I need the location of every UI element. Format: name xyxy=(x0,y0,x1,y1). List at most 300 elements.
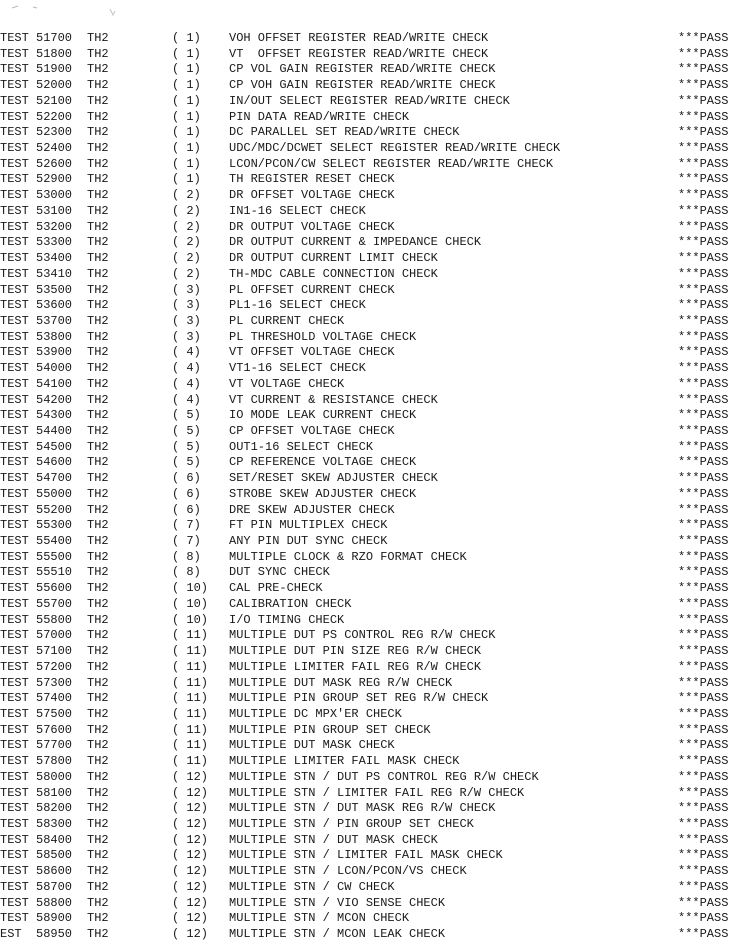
test-number: 52900 xyxy=(36,172,73,187)
test-label: TEST xyxy=(0,46,29,61)
test-label: TEST xyxy=(0,219,29,234)
test-description: ANY PIN DUT SYNC CHECK xyxy=(229,534,388,549)
test-station: TH2 xyxy=(87,188,109,203)
test-result: ***PASS xyxy=(678,361,729,376)
test-number: 52000 xyxy=(36,78,73,93)
test-result: ***PASS xyxy=(678,439,729,454)
test-result: ***PASS xyxy=(678,675,729,690)
test-group: ( 11) xyxy=(172,675,209,690)
test-label: TEST xyxy=(0,549,29,564)
test-number: 52300 xyxy=(36,125,73,140)
test-number: 57400 xyxy=(36,691,73,706)
test-label: TEST xyxy=(0,439,29,454)
test-station: TH2 xyxy=(87,46,109,61)
test-number: 58100 xyxy=(36,785,73,800)
test-label: TEST xyxy=(0,93,29,108)
test-group: ( 2) xyxy=(172,235,201,250)
test-result: ***PASS xyxy=(678,408,729,423)
test-number: 58600 xyxy=(36,864,73,879)
test-label: TEST xyxy=(0,266,29,281)
test-label: TEST xyxy=(0,659,29,674)
test-station: TH2 xyxy=(87,78,109,93)
test-result: ***PASS xyxy=(678,93,729,108)
test-group: ( 3) xyxy=(172,282,201,297)
test-number: 52200 xyxy=(36,109,73,124)
test-result: ***PASS xyxy=(678,738,729,753)
table-row xyxy=(0,864,743,880)
test-label: TEST xyxy=(0,251,29,266)
test-group: ( 11) xyxy=(172,706,209,721)
test-label: TEST xyxy=(0,817,29,831)
test-group: ( 1) xyxy=(172,62,201,77)
test-result: ***PASS xyxy=(678,282,729,297)
table-row xyxy=(0,251,743,267)
table-row xyxy=(0,801,743,817)
test-result: ***PASS xyxy=(678,156,729,171)
test-result: ***PASS xyxy=(678,895,729,910)
table-row xyxy=(0,345,743,361)
test-label: TEST xyxy=(0,345,29,360)
test-number: 54600 xyxy=(36,455,73,470)
test-group: ( 12) xyxy=(172,864,209,879)
test-station: TH2 xyxy=(87,93,109,108)
test-station: TH2 xyxy=(87,549,109,564)
test-description: IN1-16 SELECT CHECK xyxy=(229,203,366,218)
test-number: 58800 xyxy=(36,895,73,910)
table-row xyxy=(0,110,743,126)
test-group: ( 1) xyxy=(172,156,201,171)
test-result: ***PASS xyxy=(678,46,729,61)
test-result: ***PASS xyxy=(678,801,729,816)
test-station: TH2 xyxy=(87,424,109,438)
test-result: ***PASS xyxy=(678,911,729,926)
table-row xyxy=(0,660,743,676)
table-row xyxy=(0,172,743,188)
table-row xyxy=(0,393,743,409)
table-row xyxy=(0,880,743,896)
test-station: TH2 xyxy=(87,266,109,281)
table-row xyxy=(0,723,743,739)
test-group: ( 8) xyxy=(172,549,201,564)
test-station: TH2 xyxy=(87,612,109,627)
test-description: MULTIPLE LIMITER FAIL REG R/W CHECK xyxy=(229,659,482,674)
test-description: I/O TIMING CHECK xyxy=(229,612,345,627)
test-station: TH2 xyxy=(87,659,109,674)
table-row xyxy=(0,628,743,644)
test-group: ( 3) xyxy=(172,313,201,328)
test-label: TEST xyxy=(0,706,29,721)
test-label: TEST xyxy=(0,565,29,580)
test-result: ***PASS xyxy=(678,549,729,564)
test-group: ( 4) xyxy=(172,361,201,376)
test-group: ( 1) xyxy=(172,125,201,140)
test-number: 55510 xyxy=(36,565,73,580)
test-group: ( 2) xyxy=(172,219,201,234)
table-row xyxy=(0,78,743,94)
test-station: TH2 xyxy=(87,203,109,218)
table-row xyxy=(0,298,743,314)
table-row xyxy=(0,565,743,581)
test-number: 55500 xyxy=(36,549,73,564)
test-group: ( 2) xyxy=(172,266,201,281)
test-description: IN/OUT SELECT REGISTER READ/WRITE CHECK xyxy=(229,93,510,108)
test-result: ***PASS xyxy=(678,848,729,863)
test-description: VOH OFFSET REGISTER READ/WRITE CHECK xyxy=(229,31,489,45)
test-label: TEST xyxy=(0,864,29,879)
table-row xyxy=(0,518,743,534)
test-label: TEST xyxy=(0,455,29,470)
test-description: CP OFFSET VOLTAGE CHECK xyxy=(229,424,395,438)
test-label: TEST xyxy=(0,125,29,140)
test-label: TEST xyxy=(0,785,29,800)
test-label: TEST xyxy=(0,722,29,737)
test-number: 52600 xyxy=(36,156,73,171)
test-label: TEST xyxy=(0,298,29,313)
test-station: TH2 xyxy=(87,361,109,376)
test-result: ***PASS xyxy=(678,62,729,77)
table-row xyxy=(0,157,743,173)
test-group: ( 5) xyxy=(172,439,201,454)
test-description: VT OFFSET REGISTER READ/WRITE CHECK xyxy=(229,46,489,61)
test-description: MULTIPLE STN / DUT MASK REG R/W CHECK xyxy=(229,801,496,816)
test-result: ***PASS xyxy=(678,188,729,203)
table-row xyxy=(0,440,743,456)
test-label: TEST xyxy=(0,534,29,549)
test-result: ***PASS xyxy=(678,313,729,328)
test-group: ( 11) xyxy=(172,628,209,643)
test-label: TEST xyxy=(0,109,29,124)
table-row xyxy=(0,204,743,220)
table-row xyxy=(0,361,743,377)
test-station: TH2 xyxy=(87,706,109,721)
test-label: TEST xyxy=(0,502,29,517)
test-group: ( 1) xyxy=(172,109,201,124)
table-row xyxy=(0,817,743,833)
test-group: ( 7) xyxy=(172,518,201,533)
test-station: TH2 xyxy=(87,518,109,533)
test-label: TEST xyxy=(0,313,29,328)
table-row xyxy=(0,770,743,786)
table-row xyxy=(0,707,743,723)
test-group: ( 8) xyxy=(172,565,201,580)
test-description: MULTIPLE PIN GROUP SET REG R/W CHECK xyxy=(229,691,489,706)
test-result: ***PASS xyxy=(678,329,729,344)
test-result: ***PASS xyxy=(678,31,729,45)
test-label: TEST xyxy=(0,392,29,407)
test-label: TEST xyxy=(0,376,29,391)
test-number: 57200 xyxy=(36,659,73,674)
test-number: 53900 xyxy=(36,345,73,360)
test-group: ( 3) xyxy=(172,329,201,344)
test-station: TH2 xyxy=(87,895,109,910)
test-station: TH2 xyxy=(87,125,109,140)
test-group: ( 12) xyxy=(172,848,209,863)
test-number: 51700 xyxy=(36,31,73,45)
test-group: ( 1) xyxy=(172,93,201,108)
table-row xyxy=(0,455,743,471)
test-result: ***PASS xyxy=(678,581,729,596)
test-result: ***PASS xyxy=(678,832,729,847)
test-number: 53500 xyxy=(36,282,73,297)
test-group: ( 1) xyxy=(172,172,201,187)
test-number: 55600 xyxy=(36,581,73,596)
test-group: ( 3) xyxy=(172,298,201,313)
test-result: ***PASS xyxy=(678,659,729,674)
test-group: ( 12) xyxy=(172,895,209,910)
test-group: ( 5) xyxy=(172,408,201,423)
table-row xyxy=(0,786,743,802)
test-result: ***PASS xyxy=(678,612,729,627)
test-station: TH2 xyxy=(87,879,109,894)
test-station: TH2 xyxy=(87,376,109,391)
test-result: ***PASS xyxy=(678,644,729,659)
test-station: TH2 xyxy=(87,329,109,344)
test-number: 51800 xyxy=(36,46,73,61)
test-number: 53600 xyxy=(36,298,73,313)
test-number: 58700 xyxy=(36,879,73,894)
test-result: ***PASS xyxy=(678,203,729,218)
test-number: 53000 xyxy=(36,188,73,203)
test-station: TH2 xyxy=(87,502,109,517)
test-description: CAL PRE-CHECK xyxy=(229,581,323,596)
test-group: ( 2) xyxy=(172,203,201,218)
test-number: 52400 xyxy=(36,141,73,156)
test-result: ***PASS xyxy=(678,565,729,580)
test-result: ***PASS xyxy=(678,722,729,737)
test-result: ***PASS xyxy=(678,392,729,407)
table-row xyxy=(0,691,743,707)
test-description: TH REGISTER RESET CHECK xyxy=(229,172,395,187)
test-label: TEST xyxy=(0,644,29,659)
test-description: MULTIPLE LIMITER FAIL MASK CHECK xyxy=(229,754,460,769)
test-station: TH2 xyxy=(87,927,109,942)
table-row xyxy=(0,597,743,613)
test-result: ***PASS xyxy=(678,769,729,784)
table-row xyxy=(0,31,743,47)
test-number: 58950 xyxy=(36,927,73,942)
test-station: TH2 xyxy=(87,486,109,501)
test-description: VT VOLTAGE CHECK xyxy=(229,376,345,391)
test-description: TH-MDC CABLE CONNECTION CHECK xyxy=(229,266,438,281)
test-description: PL1-16 SELECT CHECK xyxy=(229,298,366,313)
test-result: ***PASS xyxy=(678,235,729,250)
test-station: TH2 xyxy=(87,313,109,328)
test-station: TH2 xyxy=(87,785,109,800)
test-label: TEST xyxy=(0,596,29,611)
test-description: MULTIPLE STN / VIO SENSE CHECK xyxy=(229,895,446,910)
test-result: ***PASS xyxy=(678,125,729,140)
test-label: TEST xyxy=(0,172,29,187)
test-number: 53200 xyxy=(36,219,73,234)
table-row xyxy=(0,62,743,78)
test-result: ***PASS xyxy=(678,879,729,894)
test-number: 54200 xyxy=(36,392,73,407)
test-number: 54100 xyxy=(36,376,73,391)
test-description: MULTIPLE STN / LIMITER FAIL MASK CHECK xyxy=(229,848,503,863)
test-description: DRE SKEW ADJUSTER CHECK xyxy=(229,502,395,517)
test-group: ( 10) xyxy=(172,596,209,611)
test-group: ( 1) xyxy=(172,141,201,156)
test-label: TEST xyxy=(0,235,29,250)
test-result: ***PASS xyxy=(678,298,729,313)
test-description: MULTIPLE DUT MASK REG R/W CHECK xyxy=(229,675,453,690)
test-description: MULTIPLE STN / CW CHECK xyxy=(229,879,395,894)
test-group: ( 5) xyxy=(172,424,201,438)
test-label: TEST xyxy=(0,188,29,203)
table-row xyxy=(0,738,743,754)
test-label: TEST xyxy=(0,581,29,596)
test-group: ( 1) xyxy=(172,31,201,45)
test-description: MULTIPLE STN / LIMITER FAIL REG R/W CHECK xyxy=(229,785,525,800)
test-number: 51900 xyxy=(36,62,73,77)
table-row xyxy=(0,408,743,424)
test-group: ( 12) xyxy=(172,769,209,784)
test-description: CP REFERENCE VOLTAGE CHECK xyxy=(229,455,417,470)
test-description: DC PARALLEL SET READ/WRITE CHECK xyxy=(229,125,460,140)
test-station: TH2 xyxy=(87,392,109,407)
test-description: DR OFFSET VOLTAGE CHECK xyxy=(229,188,395,203)
test-description: SET/RESET SKEW ADJUSTER CHECK xyxy=(229,471,438,486)
test-label: TEST xyxy=(0,141,29,156)
test-label: TEST xyxy=(0,612,29,627)
test-description: CP VOH GAIN REGISTER READ/WRITE CHECK xyxy=(229,78,496,93)
table-row xyxy=(0,141,743,157)
test-number: 57800 xyxy=(36,754,73,769)
test-group: ( 11) xyxy=(172,659,209,674)
test-description: VT OFFSET VOLTAGE CHECK xyxy=(229,345,395,360)
test-description: DR OUTPUT VOLTAGE CHECK xyxy=(229,219,395,234)
test-number: 55800 xyxy=(36,612,73,627)
table-row xyxy=(0,833,743,849)
test-result: ***PASS xyxy=(678,706,729,721)
table-row xyxy=(0,235,743,251)
test-result: ***PASS xyxy=(678,109,729,124)
test-description: MULTIPLE DUT PS CONTROL REG R/W CHECK xyxy=(229,628,496,643)
test-station: TH2 xyxy=(87,848,109,863)
test-group: ( 12) xyxy=(172,911,209,926)
test-station: TH2 xyxy=(87,251,109,266)
test-station: TH2 xyxy=(87,471,109,486)
test-description: UDC/MDC/DCWET SELECT REGISTER READ/WRITE CHECK xyxy=(229,141,561,156)
test-station: TH2 xyxy=(87,864,109,879)
test-station: TH2 xyxy=(87,596,109,611)
table-row xyxy=(0,125,743,141)
test-station: TH2 xyxy=(87,581,109,596)
test-group: ( 12) xyxy=(172,832,209,847)
test-number: 53700 xyxy=(36,313,73,328)
test-group: ( 12) xyxy=(172,927,209,942)
test-station: TH2 xyxy=(87,31,109,45)
test-number: 53100 xyxy=(36,203,73,218)
test-description: MULTIPLE DUT PIN SIZE REG R/W CHECK xyxy=(229,644,482,659)
test-description: MULTIPLE STN / MCON CHECK xyxy=(229,911,410,926)
test-number: 58500 xyxy=(36,848,73,863)
test-description: MULTIPLE CLOCK & RZO FORMAT CHECK xyxy=(229,549,467,564)
test-number: 58400 xyxy=(36,832,73,847)
table-row xyxy=(0,94,743,110)
test-label: TEST xyxy=(0,62,29,77)
test-description: PL OFFSET CURRENT CHECK xyxy=(229,282,395,297)
test-description: DR OUTPUT CURRENT & IMPEDANCE CHECK xyxy=(229,235,482,250)
test-label: TEST xyxy=(0,471,29,486)
test-description: CALIBRATION CHECK xyxy=(229,596,352,611)
test-result: ***PASS xyxy=(678,424,729,438)
table-row xyxy=(0,644,743,660)
table-row xyxy=(0,487,743,503)
test-label: TEST xyxy=(0,738,29,753)
test-number: 54400 xyxy=(36,424,73,438)
test-label: TEST xyxy=(0,156,29,171)
test-description: VT CURRENT & RESISTANCE CHECK xyxy=(229,392,438,407)
test-number: 57300 xyxy=(36,675,73,690)
test-station: TH2 xyxy=(87,832,109,847)
test-group: ( 12) xyxy=(172,879,209,894)
test-group: ( 11) xyxy=(172,722,209,737)
test-result: ***PASS xyxy=(678,455,729,470)
test-description: OUT1-16 SELECT CHECK xyxy=(229,439,374,454)
test-station: TH2 xyxy=(87,282,109,297)
test-label: TEST xyxy=(0,769,29,784)
table-row xyxy=(0,896,743,912)
test-group: ( 11) xyxy=(172,738,209,753)
table-row xyxy=(0,471,743,487)
test-number: 57500 xyxy=(36,706,73,721)
test-station: TH2 xyxy=(87,691,109,706)
table-row xyxy=(0,314,743,330)
test-number: 57700 xyxy=(36,738,73,753)
test-group: ( 12) xyxy=(172,785,209,800)
table-row xyxy=(0,848,743,864)
test-station: TH2 xyxy=(87,911,109,926)
test-group: ( 4) xyxy=(172,376,201,391)
test-label: TEST xyxy=(0,754,29,769)
test-result: ***PASS xyxy=(678,266,729,281)
test-result: ***PASS xyxy=(678,502,729,517)
test-result: ***PASS xyxy=(678,219,729,234)
test-description: MULTIPLE STN / DUT MASK CHECK xyxy=(229,832,438,847)
test-group: ( 10) xyxy=(172,612,209,627)
table-row xyxy=(0,676,743,692)
test-label: TEST xyxy=(0,424,29,438)
table-row xyxy=(0,581,743,597)
test-group: ( 2) xyxy=(172,188,201,203)
test-group: ( 2) xyxy=(172,251,201,266)
test-number: 58000 xyxy=(36,769,73,784)
test-number: 58300 xyxy=(36,817,73,831)
test-number: 55200 xyxy=(36,502,73,517)
test-description: DR OUTPUT CURRENT LIMIT CHECK xyxy=(229,251,438,266)
test-station: TH2 xyxy=(87,62,109,77)
test-label: TEST xyxy=(0,282,29,297)
test-number: 54000 xyxy=(36,361,73,376)
test-result: ***PASS xyxy=(678,864,729,879)
test-description: DUT SYNC CHECK xyxy=(229,565,330,580)
test-group: ( 1) xyxy=(172,46,201,61)
test-station: TH2 xyxy=(87,219,109,234)
table-row xyxy=(0,283,743,299)
test-station: TH2 xyxy=(87,754,109,769)
test-result: ***PASS xyxy=(678,927,729,942)
test-description: PIN DATA READ/WRITE CHECK xyxy=(229,109,410,124)
test-result: ***PASS xyxy=(678,172,729,187)
test-description: MULTIPLE DUT MASK CHECK xyxy=(229,738,395,753)
table-row xyxy=(0,534,743,550)
test-station: TH2 xyxy=(87,439,109,454)
test-description: VT1-16 SELECT CHECK xyxy=(229,361,366,376)
test-number: 55300 xyxy=(36,518,73,533)
test-number: 53400 xyxy=(36,251,73,266)
test-result: ***PASS xyxy=(678,251,729,266)
